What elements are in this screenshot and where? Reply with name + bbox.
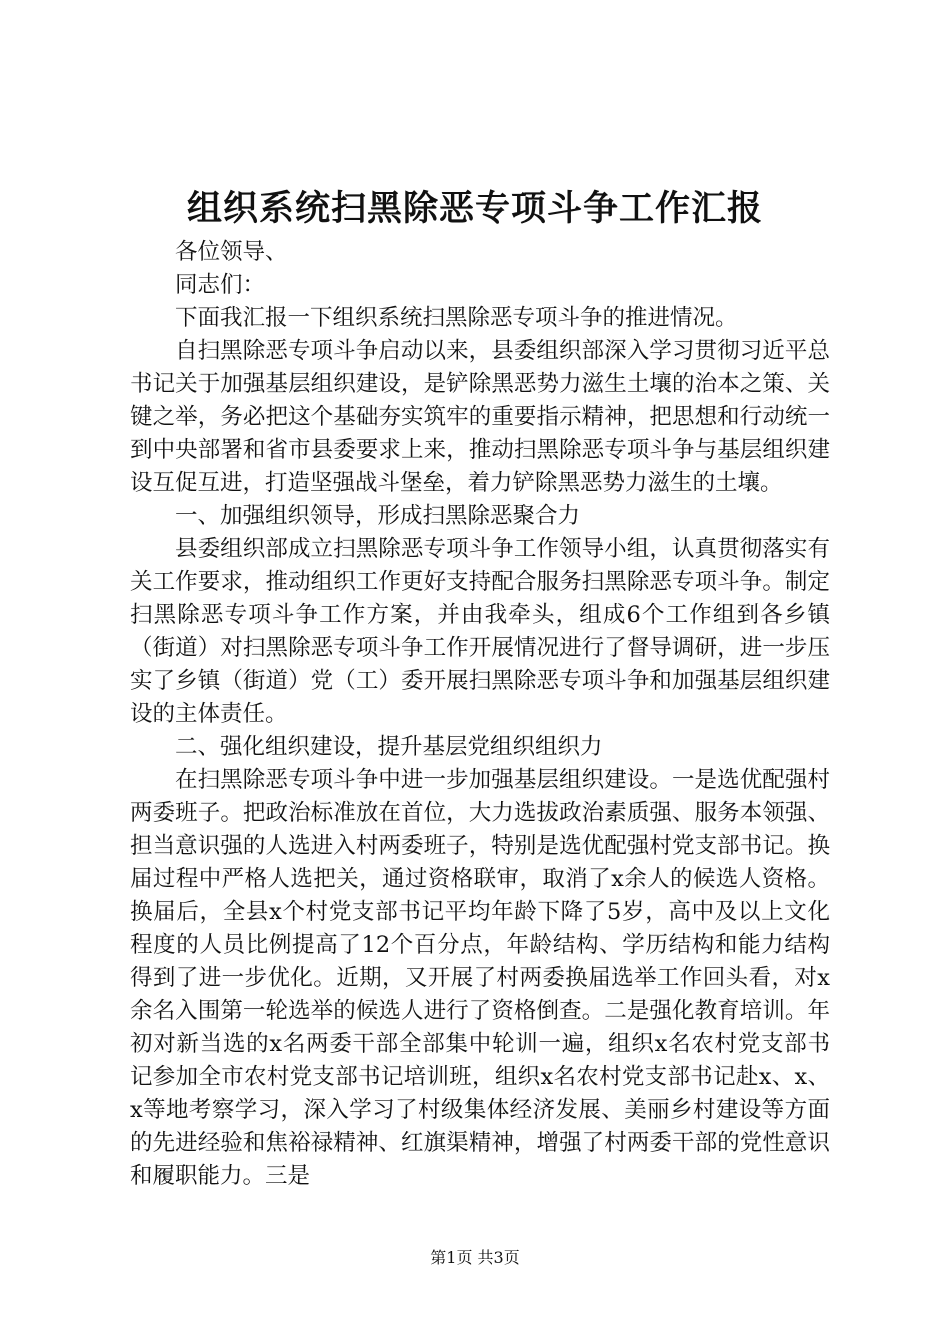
page-footer: 第1页 共3页 — [430, 1248, 520, 1267]
paragraph-overview: 自扫黑除恶专项斗争启动以来，县委组织部深入学习贯彻习近平总书记关于加强基层组织建设，是铲除黑恶势力滋生土壤的治本之策、关键之举，务必把这个基础夯实筑牢的重要指示精神，把思想和行动统一到中央部署和省市县委要求上来，推动扫黑除恶专项斗争与基层组织建设互促互进，打造坚强战斗堡垒，着力铲除黑恶势力滋生的土壤。 — [130, 338, 830, 496]
paragraph-salutation-2: 同志们： — [175, 272, 266, 298]
paragraph-section-1: 县委组织部成立扫黑除恶专项斗争工作领导小组，认真贯彻落实有关工作要求，推动组织工作更好支持配合服务扫黑除恶专项斗争。制定扫黑除恶专项斗争工作方案，并由我牵头，组成6个工作组到各乡镇（街道）对扫黑除恶专项斗争工作开展情况进行了督导调研，进一步压实了乡镇（街道）党（工）委开展扫黑除恶专项斗争和加强基层组织建设的主体责任。 — [130, 536, 830, 727]
paragraph-salutation-1: 各位领导、 — [175, 239, 288, 265]
section-heading-1: 一、加强组织领导，形成扫黑除恶聚合力 — [175, 503, 581, 529]
section-heading-2: 二、强化组织建设，提升基层党组织组织力 — [175, 734, 603, 760]
paragraph-section-2: 在扫黑除恶专项斗争中进一步加强基层组织建设。一是选优配强村两委班子。把政治标准放在首位，大力选拔政治素质强、服务本领强、担当意识强的人选进入村两委班子，特别是选优配强村党支部书记。换届过程中严格人选把关，通过资格联审，取消了x余人的候选人资格。换届后，全县x个村党支部书记平均年龄下降了5岁，高中及以上文化程度的人员比例提高了12个百分点，年龄结构、学历结构和能力结构得到了进一步优化。近期，又开展了村两委换届选举工作回头看，对x余名入围第一轮选举的候选人进行了资格倒查。二是强化教育培训。年初对新当选的x名两委干部全部集中轮训一遍，组织x名农村党支部书记参加全市农村党支部书记培训班，组织x名农村党支部书记赴x、x、x等地考察学习，深入学习了村级集体经济发展、美丽乡村建设等方面的先进经验和焦裕禄精神、红旗渠精神，增强了村两委干部的党性意识和履职能力。三是 — [130, 767, 830, 1189]
document-title: 组织系统扫黑除恶专项斗争工作汇报 — [186, 188, 763, 229]
paragraph-intro: 下面我汇报一下组织系统扫黑除恶专项斗争的推进情况。 — [175, 305, 738, 331]
document-body — [130, 236, 830, 1193]
